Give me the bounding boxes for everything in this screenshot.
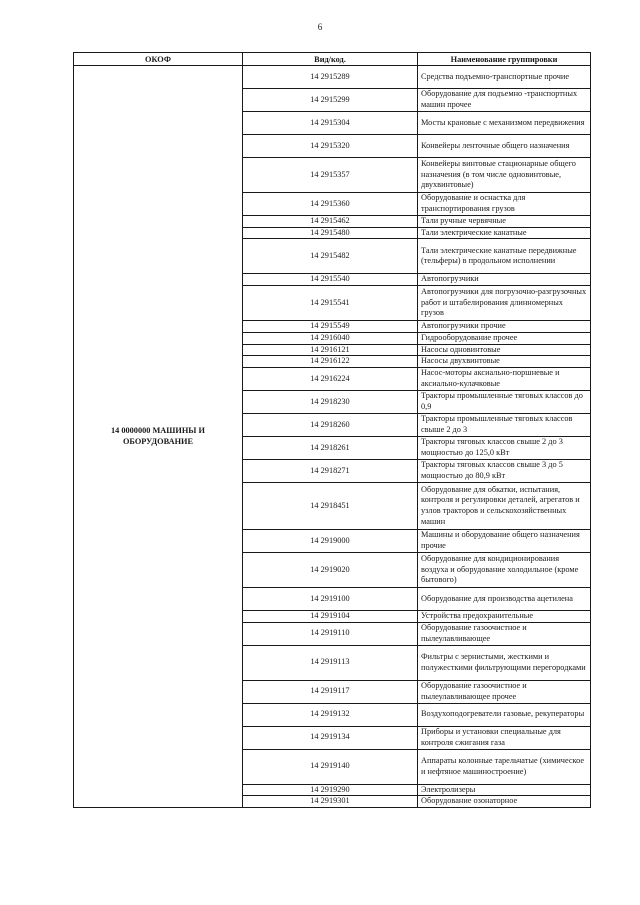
code-cell: 14 2918451	[243, 482, 418, 529]
group-name-cell: Тракторы тяговых классов свыше 3 до 5 мощностью до 80,9 кВт	[418, 459, 591, 482]
code-cell: 14 2915320	[243, 135, 418, 158]
group-name-cell: Мосты крановые с механизмом передвижения	[418, 112, 591, 135]
code-cell: 14 2915482	[243, 239, 418, 274]
code-cell: 14 2919117	[243, 680, 418, 703]
group-name-cell: Оборудование для производства ацетилена	[418, 587, 591, 610]
code-cell: 14 2919134	[243, 726, 418, 749]
group-name-cell: Воздухоподогреватели газовые, рекуператоры	[418, 703, 591, 726]
code-cell: 14 2916040	[243, 332, 418, 344]
table-header-row	[74, 53, 591, 66]
group-name-cell: Оборудование для обкатки, испытания, контроля и регулировки деталей, агрегатов и узлов тракторов и сельскохозяйственных машин	[418, 482, 591, 529]
code-cell: 14 2915299	[243, 89, 418, 112]
header-okof: ОКОФ	[74, 53, 243, 66]
group-name-cell: Насос-моторы аксиально-поршневые и аксиально-кулачковые	[418, 367, 591, 390]
code-cell: 14 2915540	[243, 274, 418, 286]
group-name-cell: Оборудование газоочистное и пылеулавливающее	[418, 622, 591, 645]
code-cell: 14 2915289	[243, 66, 418, 89]
code-cell: 14 2919000	[243, 529, 418, 552]
group-name-cell: Конвейеры ленточные общего назначения	[418, 135, 591, 158]
code-cell: 14 2919132	[243, 703, 418, 726]
code-cell: 14 2918230	[243, 390, 418, 413]
group-name-cell: Тракторы промышленные тяговых классов до 0,9	[418, 390, 591, 413]
group-name-cell: Фильтры с зернистыми, жесткими и полужесткими фильтрующими перегородками	[418, 645, 591, 680]
group-name-cell: Оборудование газоочистное и пылеулавливающее прочее	[418, 680, 591, 703]
group-name-cell: Тали электрические канатные	[418, 227, 591, 239]
code-cell: 14 2919113	[243, 645, 418, 680]
table-row	[74, 66, 591, 89]
table-body	[74, 66, 591, 808]
group-name-cell: Тракторы тяговых классов свыше 2 до 3 мощностью до 125,0 кВт	[418, 436, 591, 459]
code-cell: 14 2919140	[243, 749, 418, 784]
group-name-cell: Тракторы промышленные тяговых классов свыше 2 до 3	[418, 413, 591, 436]
header-group-name: Наименование группировки	[418, 53, 591, 66]
group-name-cell: Приборы и установки специальные для контроля сжигания газа	[418, 726, 591, 749]
group-name-cell: Устройства предохранительные	[418, 610, 591, 622]
group-name-cell: Оборудование для кондиционирования воздуха и оборудование холодильное (кроме бытового)	[418, 552, 591, 587]
code-cell: 14 2915304	[243, 112, 418, 135]
code-cell: 14 2916121	[243, 344, 418, 356]
group-name-cell: Машины и оборудование общего назначения прочие	[418, 529, 591, 552]
code-cell: 14 2918260	[243, 413, 418, 436]
page-number: 6	[317, 22, 323, 32]
code-cell: 14 2915549	[243, 321, 418, 333]
code-cell: 14 2915357	[243, 158, 418, 193]
code-cell: 14 2919100	[243, 587, 418, 610]
code-cell: 14 2915541	[243, 286, 418, 321]
group-name-cell: Насосы одновинтовые	[418, 344, 591, 356]
code-cell: 14 2919290	[243, 784, 418, 796]
code-cell: 14 2915480	[243, 227, 418, 239]
code-cell: 14 2916122	[243, 356, 418, 368]
group-name-cell: Конвейеры винтовые стационарные общего назначения (в том числе одновинтовые, двухвинтовые)	[418, 158, 591, 193]
okof-classification-table	[73, 52, 591, 808]
okof-group-cell: 14 0000000 МАШИНЫ И ОБОРУДОВАНИЕ	[74, 66, 243, 808]
group-name-cell: Насосы двухвинтовые	[418, 356, 591, 368]
group-name-cell: Электролизеры	[418, 784, 591, 796]
group-name-cell: Аппараты колонные тарельчатые (химическое и нефтяное машиностроение)	[418, 749, 591, 784]
code-cell: 14 2915360	[243, 193, 418, 216]
group-name-cell: Средства подъемно-транспортные прочие	[418, 66, 591, 89]
group-name-cell: Оборудование и оснастка для транспортирования грузов	[418, 193, 591, 216]
group-name-cell: Оборудование озонаторное	[418, 796, 591, 808]
group-name-cell: Оборудование для подъемно -транспортных машин прочее	[418, 89, 591, 112]
group-name-cell: Гидрооборудование прочее	[418, 332, 591, 344]
code-cell: 14 2919020	[243, 552, 418, 587]
code-cell: 14 2919301	[243, 796, 418, 808]
code-cell: 14 2915462	[243, 216, 418, 228]
code-cell: 14 2918271	[243, 459, 418, 482]
header-code: Вид/код.	[243, 53, 418, 66]
group-name-cell: Автопогрузчики прочие	[418, 321, 591, 333]
group-name-cell: Тали ручные червячные	[418, 216, 591, 228]
code-cell: 14 2919104	[243, 610, 418, 622]
group-name-cell: Автопогрузчики	[418, 274, 591, 286]
group-name-cell: Автопогрузчики для погрузочно-разгрузочных работ и штабелирования длинномерных грузов	[418, 286, 591, 321]
code-cell: 14 2916224	[243, 367, 418, 390]
group-name-cell: Тали электрические канатные передвижные (тельферы) в продольном исполнении	[418, 239, 591, 274]
code-cell: 14 2918261	[243, 436, 418, 459]
code-cell: 14 2919110	[243, 622, 418, 645]
